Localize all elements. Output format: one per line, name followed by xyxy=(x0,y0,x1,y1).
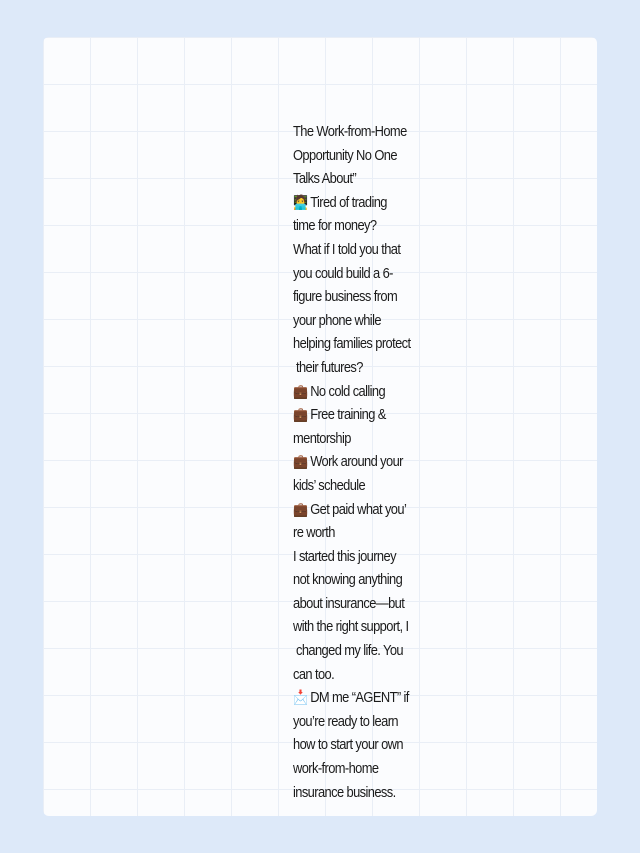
post-text-line xyxy=(293,710,422,734)
post-text-line-content: What if I told you that xyxy=(293,240,401,258)
post-text-line-content: Work around your xyxy=(310,453,403,471)
post-text-line-content: insurance business. xyxy=(293,783,396,801)
post-text-line-content: Get paid what you’ xyxy=(310,500,407,518)
post-text-line-content: Tired of trading xyxy=(310,193,387,211)
briefcase-emoji-icon: 💼 xyxy=(293,500,308,517)
post-text-line-content: Free training & xyxy=(310,406,386,424)
post-text-line xyxy=(293,332,422,356)
post-text-line xyxy=(293,757,422,781)
briefcase-emoji-icon: 💼 xyxy=(293,382,308,399)
post-text-line xyxy=(293,427,422,451)
post-text-line-content: you could build a 6- xyxy=(293,264,393,282)
post-text-line-content: No cold calling xyxy=(310,382,386,400)
post-card xyxy=(43,37,597,816)
post-text-line xyxy=(293,285,422,309)
post-text-line-content: Talks About” xyxy=(293,170,357,188)
post-text-line-content: I started this journey xyxy=(293,547,396,565)
post-text-line-content: you’re ready to learn xyxy=(293,712,398,730)
post-text-line xyxy=(293,167,422,191)
post-text-line xyxy=(293,781,422,805)
post-text-line xyxy=(293,450,422,474)
post-text-line xyxy=(293,380,422,404)
post-text-line xyxy=(293,615,422,639)
briefcase-emoji-icon: 💼 xyxy=(293,453,308,470)
post-text-line xyxy=(293,262,422,286)
post-text-line-content: not knowing anything xyxy=(293,571,403,589)
post-text-line xyxy=(293,403,422,427)
post-text-line-content: changed my life. You xyxy=(293,642,403,660)
post-text-line-content: DM me “AGENT” if xyxy=(310,689,409,707)
post-text-line-content: Opportunity No One xyxy=(293,146,397,164)
envelope-arrow-emoji-icon: 📩 xyxy=(293,689,308,706)
post-text-line xyxy=(293,733,422,757)
post-text-line-content: kids’ schedule xyxy=(293,476,366,494)
post-text-line-content: how to start your own xyxy=(293,736,403,754)
post-text-line-content: their futures? xyxy=(293,358,363,376)
post-text-line xyxy=(293,568,422,592)
post-text-line xyxy=(293,144,422,168)
post-text-line xyxy=(293,309,422,333)
post-text-line-content: about insurance—but xyxy=(293,594,405,612)
post-text-line-content: time for money? xyxy=(293,217,377,235)
post-text-line xyxy=(293,545,422,569)
post-text-line xyxy=(293,639,422,663)
post-text-line xyxy=(293,592,422,616)
post-text-line-content: work-from-home xyxy=(293,760,379,778)
post-text-line-content: can too. xyxy=(293,665,335,683)
post-text-line xyxy=(293,356,422,380)
post-text-line xyxy=(293,686,422,710)
post-text-line xyxy=(293,663,422,687)
post-text-line xyxy=(293,214,422,238)
post-text-line-content: your phone while xyxy=(293,311,381,329)
post-text-line xyxy=(293,238,422,262)
post-text-line-content: The Work-from-Home xyxy=(293,123,407,140)
post-body-text xyxy=(293,120,422,804)
post-text-line xyxy=(293,120,422,144)
post-text-line xyxy=(293,521,422,545)
post-text-line-content: mentorship xyxy=(293,429,351,447)
post-text-line xyxy=(293,191,422,215)
post-text-line-content: helping families protect xyxy=(293,335,411,353)
post-text-line-content: figure business from xyxy=(293,288,398,306)
briefcase-emoji-icon: 💼 xyxy=(293,406,308,423)
post-text-line-content: with the right support, I xyxy=(293,618,409,636)
technologist-emoji-icon: 🧑‍💻 xyxy=(293,193,308,210)
post-text-line-content: re worth xyxy=(293,524,335,542)
post-text-line xyxy=(293,474,422,498)
post-text-line xyxy=(293,498,422,522)
